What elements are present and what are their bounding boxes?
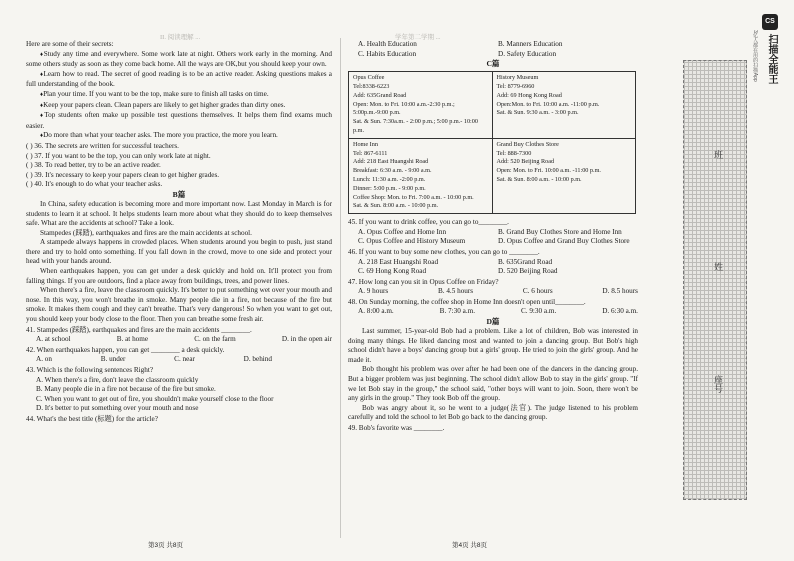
option: D. 520 Beijing Road [498, 267, 558, 276]
cell-line: Tel: 8779-6960 [496, 82, 535, 90]
section-b-heading: B篇 [172, 189, 186, 199]
question-49: 49. Bob's favorite was ________. [348, 424, 445, 433]
cell-line: Add: 635Grand Road [353, 91, 407, 99]
secret-bullet: ♦ Keep your papers clean. Clean papers are likely to get higher grades than dirty ones. [26, 101, 332, 112]
passage-paragraph: When earthquakes happen, you can get under a desk quickly and hold on. It'll protect you from falling things. If you are outdoors, find a place away from buildings, trees, and power lines. [26, 267, 332, 285]
intro-text: Here are some of their secrets: [26, 40, 114, 48]
question-41: 41. Stampedes (踩踏), earthquakes and fires are the main accidents ________. [26, 325, 252, 334]
secret-bullet: ♦ Study any time and everywhere. Some work late at night. Others work early in the morning. And some others study as soon as they come back home. All the ways are OK,but you should keep your own. [26, 50, 332, 70]
question-46: 46. If you want to buy some new clothes, you can go to ________. [348, 247, 540, 256]
secret-bullet: ♦ Do more than what your teacher asks. The more you practice, the more you learn. [26, 131, 332, 142]
question-46-options [348, 258, 638, 277]
table-cell-clothes-store [492, 138, 636, 213]
option: D. in the open air [281, 335, 332, 344]
brand-tagline: 3亿人都在用的扫描App [752, 30, 758, 82]
question-45: 45. If you want to drink coffee, you can go to________. [348, 218, 509, 227]
option: B. 4.5 hours [437, 287, 474, 296]
option: B. Manners Education [498, 40, 563, 48]
option: C. 9:30 a.m. [520, 307, 557, 316]
tf-item: ( ) 40. It's enough to do what your teacher asks. [26, 180, 163, 189]
option: B. under [100, 355, 126, 364]
option: A. 8:00 a.m. [358, 307, 394, 316]
cell-line: Sat. & Sun. 8:00 a.m. - 10:00 p.m. [496, 175, 582, 183]
cell-line: Grand Buy Clothes Store [496, 140, 559, 148]
page-footer-right: 第4页 共8页 [452, 542, 488, 549]
secret-bullet: ♦ Learn how to read. The secret of good reading is to be an active reader. Asking questions makes a full understanding of the book. [26, 70, 332, 90]
left-column [26, 40, 332, 425]
option: C. 6 hours [522, 287, 553, 296]
passage-paragraph: Stampedes (踩踏), earthquakes and fires are the main accidents at school. [40, 228, 252, 237]
cell-line: Tel: 867-6111 [353, 149, 388, 157]
cell-line: Lunch: 11:30 a.m. -2:00 p.m. [353, 175, 426, 183]
scanner-watermark [762, 14, 782, 134]
option: D. Opus Coffee and Grand Buy Clothes Store [498, 237, 630, 246]
option: D. Safety Education [498, 49, 557, 58]
tf-item: ( ) 38. To read better, try to be an active reader. [26, 161, 161, 170]
question-44: 44. What's the best title (标题) for the article? [26, 414, 158, 423]
strip-label-seat: 座号 [713, 375, 723, 393]
section-d-heading: D篇 [486, 317, 500, 327]
column-divider [340, 38, 341, 538]
section-c-heading: C篇 [486, 59, 500, 69]
cell-line: History Museum [496, 74, 539, 82]
passage-paragraph: When there's a fire, leave the classroom quickly. It's better to put something wet over your mouth and nose. In this way, you won't breathe in smoke. Many people die in a fire, not because of the fire but smoke. It makes them cough and they can't breathe. That's very dangerous! So when you want to get out, you should keep your body close to the floor. Then you can breathe some fresh air. [26, 286, 332, 324]
cell-line: Add: 69 Hong Kong Road [496, 91, 562, 99]
right-column [348, 40, 638, 434]
option: A. Health Education [358, 40, 417, 48]
cell-line: Open: Mon. to Fri. 10:00 a.m. -11:00 p.m. [496, 167, 601, 175]
question-42: 42. When earthquakes happen, you can get ________ a desk quickly. [26, 345, 225, 354]
cell-line: Opus Coffee [353, 74, 385, 82]
cell-line: Add: 218 East Huangshi Road [353, 158, 429, 166]
cell-line: Coffee Shop: Mon. to Fri. 7:00 a.m. - 10:00 p.m. [353, 193, 474, 201]
camscanner-logo-icon: CS [762, 14, 778, 30]
question-42-options [26, 355, 332, 365]
option: A. When there's a fire, don't leave the classroom quickly [36, 375, 199, 384]
table-row [349, 72, 636, 139]
option: C. Habits Education [358, 49, 417, 58]
option: C. 69 Hong Kong Road [358, 267, 427, 276]
secret-bullet: ♦ Top students often make up possible test questions themselves. It helps them find exams much easier. [26, 111, 332, 131]
cell-line: Sat. & Sun. 9:30 a.m. - 3:00 p.m. [496, 109, 579, 117]
passage-paragraph: Bob was angry about it, so he went to a judge(法官). The judge listened to his problem carefully and told the school to let Bob go back to the dancing group. [348, 403, 638, 422]
question-48: 48. On Sunday morning, the coffee shop in Home Inn doesn't open until________. [348, 297, 586, 306]
option: A. 218 East Huangshi Road [358, 257, 439, 266]
cell-line: Breakfast: 6:30 a.m. - 9:00 a.m. [353, 167, 432, 175]
cell-line: Sat. & Sun. 8:00 a.m. - 10:00 p.m. [353, 202, 439, 210]
table-cell-opus-coffee [349, 72, 493, 139]
question-45-options [348, 228, 638, 247]
cell-line: Home Inn [353, 140, 378, 148]
cell-line: Open:Mon. to Fri. 10:00 a.m. -11:00 p.m. [496, 100, 600, 108]
option: D. behind [243, 355, 272, 364]
option: D. 6:30 a.m. [602, 307, 638, 316]
passage-paragraph: Bob thought his problem was over after he had been one of the dancers in the dancing group. But a bigger problem was just beginning. The school didn't allow Bob to stay in the girls' group. "If we let Bob stay in the group," the school said, "other boys will want to join. Soon, there won't be any girls in the group." They took Bob off the group. [348, 365, 638, 403]
question-44-options [348, 40, 638, 59]
passage-paragraph: Last summer, 15-year-old Bob had a problem. Like a lot of children, Bob was interested in doing many things. He liked dancing most and wanted to join a dancing group. But Bob's high school didn't have a boys' dancing group but a girls' group. He tried to join the girls' group. And he made it. [348, 327, 638, 364]
option: B. Grand Buy Clothes Store and Home Inn [498, 227, 622, 236]
table-cell-history-museum [492, 72, 636, 139]
option: D. 8.5 hours [602, 287, 638, 296]
cell-line: Tel:8338-6223 [353, 82, 390, 90]
question-41-options [26, 335, 332, 345]
question-43: 43. Which is the following sentences Right? [26, 366, 154, 374]
tf-item: ( ) 36. The secrets are written for successful teachers. [26, 141, 179, 150]
option: B. 7:30 a.m. [439, 307, 476, 316]
option: C. on the farm [194, 335, 236, 344]
passage-paragraph: A stampede always happens in crowded places. When students around you begin to push, just stand there and try to hold onto something. If you fall down in the crowd, move to one side and protect your head with your hands around. [26, 238, 332, 266]
option: C. near [174, 355, 195, 364]
table-cell-home-inn [349, 138, 493, 213]
page-footer-left: 第3页 共8页 [148, 542, 184, 549]
option: B. at home [116, 335, 149, 344]
brand-name: 扫描全能王 [766, 34, 777, 84]
cell-line: Add: 520 Beijing Road [496, 158, 555, 166]
strip-label-name: 姓 [713, 262, 723, 271]
option: C. When you want to get out of fire, you shouldn't make yourself close to the floor [36, 394, 274, 403]
table-row [349, 138, 636, 213]
option: B. Many people die in a fire not because of the fire but smoke. [36, 385, 216, 394]
option: C. Opus Coffee and History Museum [358, 237, 466, 246]
cell-line: Dinner: 5:00 p.m. - 9:00 p.m. [353, 184, 426, 192]
places-info-table [348, 71, 636, 214]
cell-line: Open: Mon. to Fri. 10:00 a.m.-2:30 p.m.; 5:00p.m.-9:00 p.m. [353, 100, 455, 117]
passage-paragraph: In China, safety education is becoming more and more important now. Last Monday in March is for students to learn it at school. It helps students learn more about what they should do to keep themselves safe. What are the accidents at school? Take a look. [26, 199, 332, 228]
option: A. at school [36, 335, 71, 344]
binding-margin-strip [683, 60, 747, 500]
question-47: 47. How long can you sit in Opus Coffee on Friday? [348, 277, 499, 286]
tf-item: ( ) 39. It's necessary to keep your papers clean to get higher grades. [26, 170, 220, 179]
option: A. on [36, 355, 52, 364]
faint-header-right: 学年第二学期 ... [395, 34, 441, 41]
option: D. It's better to put something over your mouth and nose [36, 404, 199, 413]
faint-header-left: II. 阅读理解 ... [160, 34, 201, 41]
question-48-options [348, 307, 638, 317]
tf-item: ( ) 37. If you want to be the top, you can only work late at night. [26, 151, 211, 160]
cell-line: Tel: 888-7300 [496, 149, 532, 157]
strip-label-class: 班 [713, 150, 723, 159]
option: A. Opus Coffee and Home Inn [358, 227, 447, 236]
cell-line: Sat. & Sun. 7:30a.m. - 2:00 p.m.; 5:00 p.m.- 10:00 p.m. [353, 118, 478, 134]
question-47-options [348, 287, 638, 297]
option: A. 9 hours [358, 287, 389, 296]
secret-bullet: ♦ Plan your time. If you want to be the top, make sure to finish all tasks on time. [26, 90, 332, 101]
option: B. 635Grand Road [498, 257, 553, 266]
